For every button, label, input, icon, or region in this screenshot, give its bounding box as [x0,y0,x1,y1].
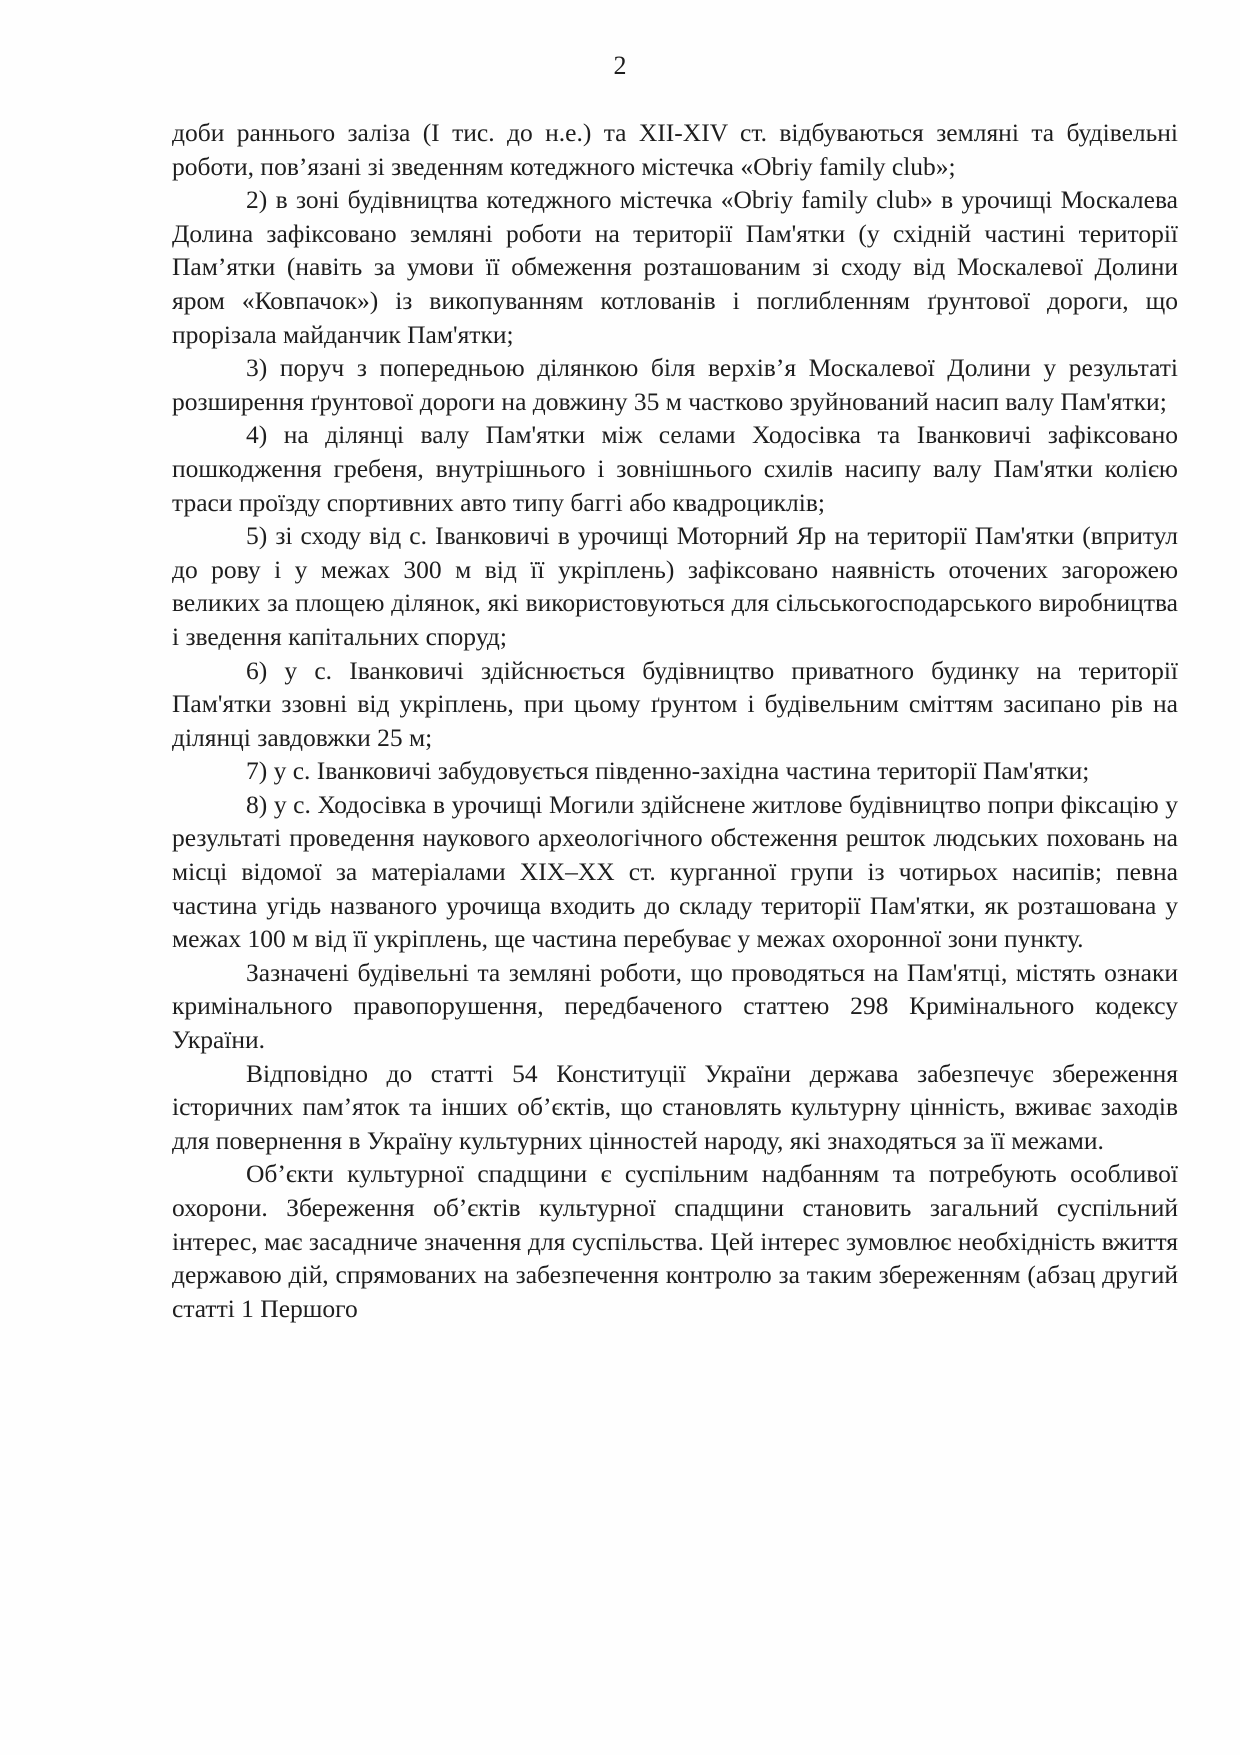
paragraph-item-6: 6) у с. Іванковичі здійснюється будівництво приватного будинку на території Пам'ятки ззовні від укріплень, при цьому ґрунтом і будівельним сміттям засипано рів на ділянці завдовжки 25 м; [172,655,1178,752]
paragraph: Відповідно до статті 54 Конституції України держава забезпечує збереження історичних пам’яток та інших об’єктів, що становлять культурну цінність, вживає заходів для повернення в Україну культурних цінностей народу, які знаходяться за її межами. [172,1058,1178,1155]
paragraph: Зазначені будівельні та земляні роботи, що проводяться на Пам'ятці, містять ознаки кримінального правопорушення, передбаченого статтею 298 Кримінального кодексу України. [172,957,1178,1055]
document-body [172,116,1178,1325]
paragraph-item-4: 4) на ділянці валу Пам'ятки між селами Ходосівка та Іванковичі зафіксовано пошкодження гребеня, внутрішнього і зовнішнього схилів насипу валу Пам'ятки колією траси проїзду спортивних авто типу баггі або квадроциклів; [172,420,1178,517]
paragraph-item-5: 5) зі сходу від с. Іванковичі в урочищі Моторний Яр на території Пам'ятки (впритул до рову і у межах 300 м від її укріплень) зафіксовано наявність оточених загорожею великих за площею ділянок, які використовуються для сільськогосподарського виробництва і зведення капітальних споруд; [172,521,1178,651]
paragraph-item-7: 7) у с. Іванковичі забудовується південно-західна частина території Пам'ятки; [246,756,1090,786]
paragraph-item-2: 2) в зоні будівництва котеджного містечка «Obriy family club» в урочищі Москалева Долина зафіксовано земляні роботи на території Пам'ятки (у східній частині території Пам’ятки (навіть за умови її обмеження розташованим зі сходу від Москалевої Долини яром «Ковпачок») із викопуванням котлованів і поглибленням ґрунтової дороги, що прорізала майданчик Пам'ятки; [172,185,1178,349]
paragraph-item-8: 8) у с. Ходосівка в урочищі Могили здійснене житлове будівництво попри фіксацію у результаті проведення наукового археологічного обстеження решток людських поховань на місці відомої за матеріалами ХІХ–ХХ ст. курганної групи із чотирьох насипів; певна частина угідь названого урочища входить до складу території Пам'ятки, як розташована у межах 100 м від її укріплень, ще частина перебуває у межах охоронної зони пункту. [172,789,1178,954]
paragraph: доби раннього заліза (І тис. до н.е.) та ХІІ-ХІV ст. відбуваються земляні та будівельні роботи, пов’язані зі зведенням котеджного містечка «Obriy family club»; [172,118,1178,181]
paragraph-item-3: 3) поруч з попередньою ділянкою біля верхів’я Москалевої Долини у результаті розширення ґрунтової дороги на довжину 35 м частково зруйнований насип валу Пам'ятки; [172,353,1178,416]
paragraph: Об’єкти культурної спадщини є суспільним надбанням та потребують особливої охорони. Збереження об’єктів культурної спадщини становить загальний суспільний інтерес, має засадниче значення для суспільства. Цей інтерес зумовлює необхідність вжиття державою дій, спрямованих на забезпечення контролю за таким збереженням (абзац другий статті 1 Першого [172,1159,1178,1323]
page-number: 2 [613,51,627,80]
